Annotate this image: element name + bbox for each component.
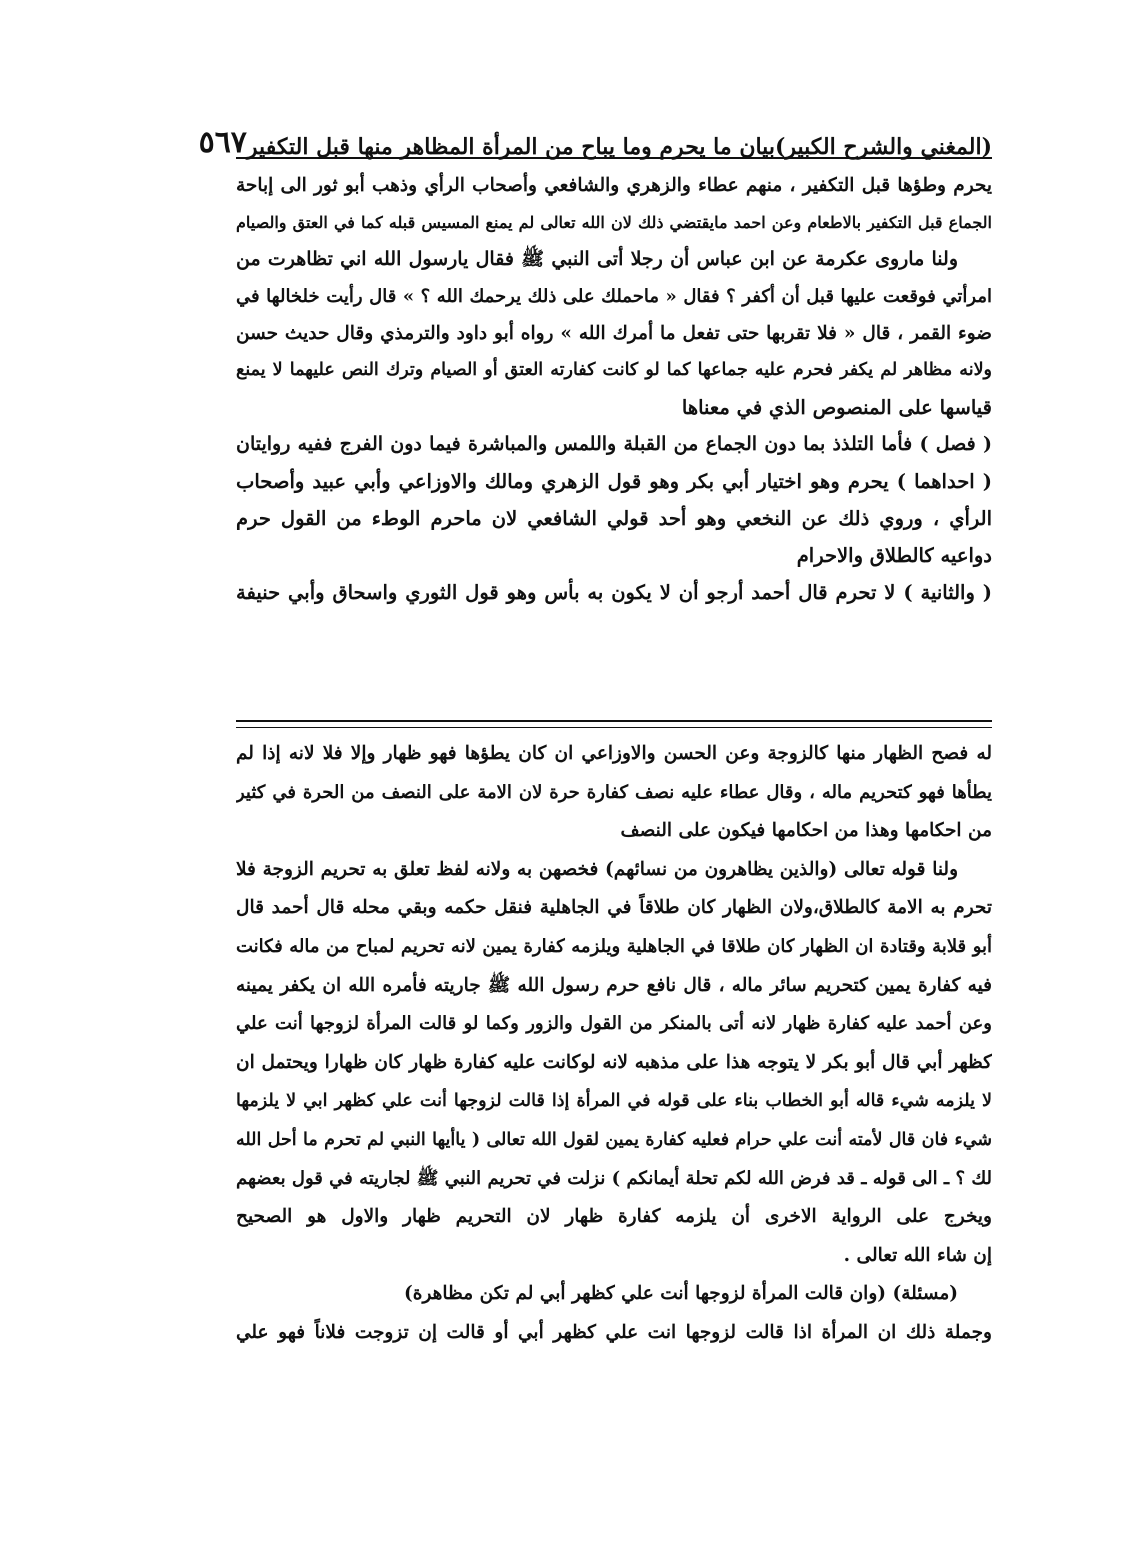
text-line: دواعيه كالطلاق والاحرام: [796, 544, 992, 567]
text-line: وعن أحمد عليه كفارة ظهار لانه أتى بالمنكر من القول والزور وكما لو قالت المرأة لزوجها أنت علي: [236, 1013, 992, 1035]
text-line: أبو قلابة وقتادة ان الظهار كان طلاقا في الجاهلية ويلزمه كفارة يمين لانه تحريم لمباح من ماله فكانت: [236, 935, 992, 957]
text-line: ولانه مظاهر لم يكفر فحرم عليه جماعها كما لو كانت كفارته العتق أو الصيام وترك النص عليهما لا يمنع: [236, 360, 992, 380]
text-line: لك ؟ ـ الى قوله ـ قد فرض الله لكم تحلة أيمانكم ) نزلت في تحريم النبي ﷺ لجاريته في قول بعضهم: [236, 1167, 992, 1189]
text-line: يحرم وطؤها قبل التكفير ، منهم عطاء والزهري والشافعي وأصحاب الرأي وذهب أبو ثور الى إباحة: [236, 175, 992, 196]
text-line: شيء فان قال لأمته أنت علي حرام فعليه كفارة يمين لقول الله تعالى ( ياأيها النبي لم تحرم ما أحل الله: [236, 1129, 992, 1150]
text-line: ولنا ماروى عكرمة عن ابن عباس أن رجلا أتى النبي ﷺ فقال يارسول الله اني تظاهرت من: [236, 248, 958, 270]
text-line: من احكامها وهذا من احكامها فيكون على النصف: [620, 820, 992, 842]
text-line: قياسها على المنصوص الذي في معناها: [681, 396, 992, 419]
page-number: ٥٦٧: [198, 125, 247, 160]
text-line: الجماع قبل التكفير بالاطعام وعن احمد مايقتضي ذلك لان الله تعالى لم يمنع المسيس قبله كما في العتق والصيام: [236, 213, 992, 232]
text-line: يطأها فهو كتحريم ماله ، وقال عطاء عليه نصف كفارة حرة لان الامة على النصف من الحرة في كثير: [236, 781, 992, 803]
text-line: ويخرج على الرواية الاخرى أن يلزمه كفارة ظهار لان التحريم ظهار والاول هو الصحيح: [236, 1206, 992, 1228]
text-line: ( والثانية ) لا تحرم قال أحمد أرجو أن لا يكون به بأس وهو قول الثوري واسحاق وأبي حنيفة: [236, 581, 992, 604]
text-line: فيه كفارة يمين كتحريم سائر ماله ، قال نافع حرم رسول الله ﷺ جاريته فأمره الله ان يكفر يمينه: [236, 974, 992, 996]
book-title: (المغني والشرح الكبير): [774, 134, 992, 160]
page-header: [198, 108, 992, 160]
section-divider: [236, 720, 992, 722]
text-line: امرأتي فوقعت عليها قبل أن أكفر ؟ فقال « ماحملك على ذلك يرحمك الله ؟ » قال رأيت خلخالها في: [236, 286, 992, 307]
text-line: كظهر أبي قال أبو بكر لا يتوجه هذا على مذهبه لانه لوكانت عليه كفارة ظهار كان ظهارا ويحتمل ان: [236, 1051, 992, 1073]
header-rule: [236, 157, 992, 159]
chapter-title: بيان ما يحرم وما يباح من المرأة المظاهر منها قبل التكفير: [246, 134, 775, 160]
text-line: ضوء القمر ، قال « فلا تقربها حتى تفعل ما أمرك الله » رواه أبو داود والترمذي وقال حديث حسن: [236, 323, 992, 344]
section-divider: [236, 727, 992, 728]
text-line: لا يلزمه شيء قاله أبو الخطاب بناء على قوله في المرأة إذا قالت لزوجها أنت علي كظهر ابي لا يلزمها: [236, 1091, 992, 1112]
main-text-block: [236, 167, 992, 611]
text-line: إن شاء الله تعالى .: [843, 1244, 992, 1266]
text-line: (مسئلة) (وان قالت المرأة لزوجها أنت علي كظهر أبي لم تكن مظاهرة): [404, 1283, 958, 1305]
text-line: له فصح الظهار منها كالزوجة وعن الحسن والاوزاعي ان كان يطؤها فهو ظهار وإلا فلا لانه إذا لم: [236, 743, 992, 764]
commentary-text-block: [236, 735, 992, 1353]
text-line: تحرم به الامة كالطلاق،ولان الظهار كان طلاقاً في الجاهلية فنقل حكمه وبقي محله قال أحمد قال: [236, 897, 992, 919]
text-line: وجملة ذلك ان المرأة اذا قالت لزوجها انت علي كظهر أبي أو قالت إن تزوجت فلاناً فهو علي: [236, 1321, 992, 1343]
text-line: ولنا قوله تعالى (والذين يظاهرون من نسائهم) فخصهن به ولانه لفظ تعلق به تحريم الزوجة فلا: [236, 858, 958, 880]
text-line: الرأي ، وروي ذلك عن النخعي وهو أحد قولي الشافعي لان ماحرم الوطء من القول حرم: [236, 507, 992, 530]
text-line: ( فصل ) فأما التلذذ بما دون الجماع من القبلة واللمس والمباشرة فيما دون الفرج ففيه روايتان: [236, 433, 992, 455]
text-line: ( احداهما ) يحرم وهو اختيار أبي بكر وهو قول الزهري ومالك والاوزاعي وأبي عبيد وأصحاب: [236, 470, 992, 493]
